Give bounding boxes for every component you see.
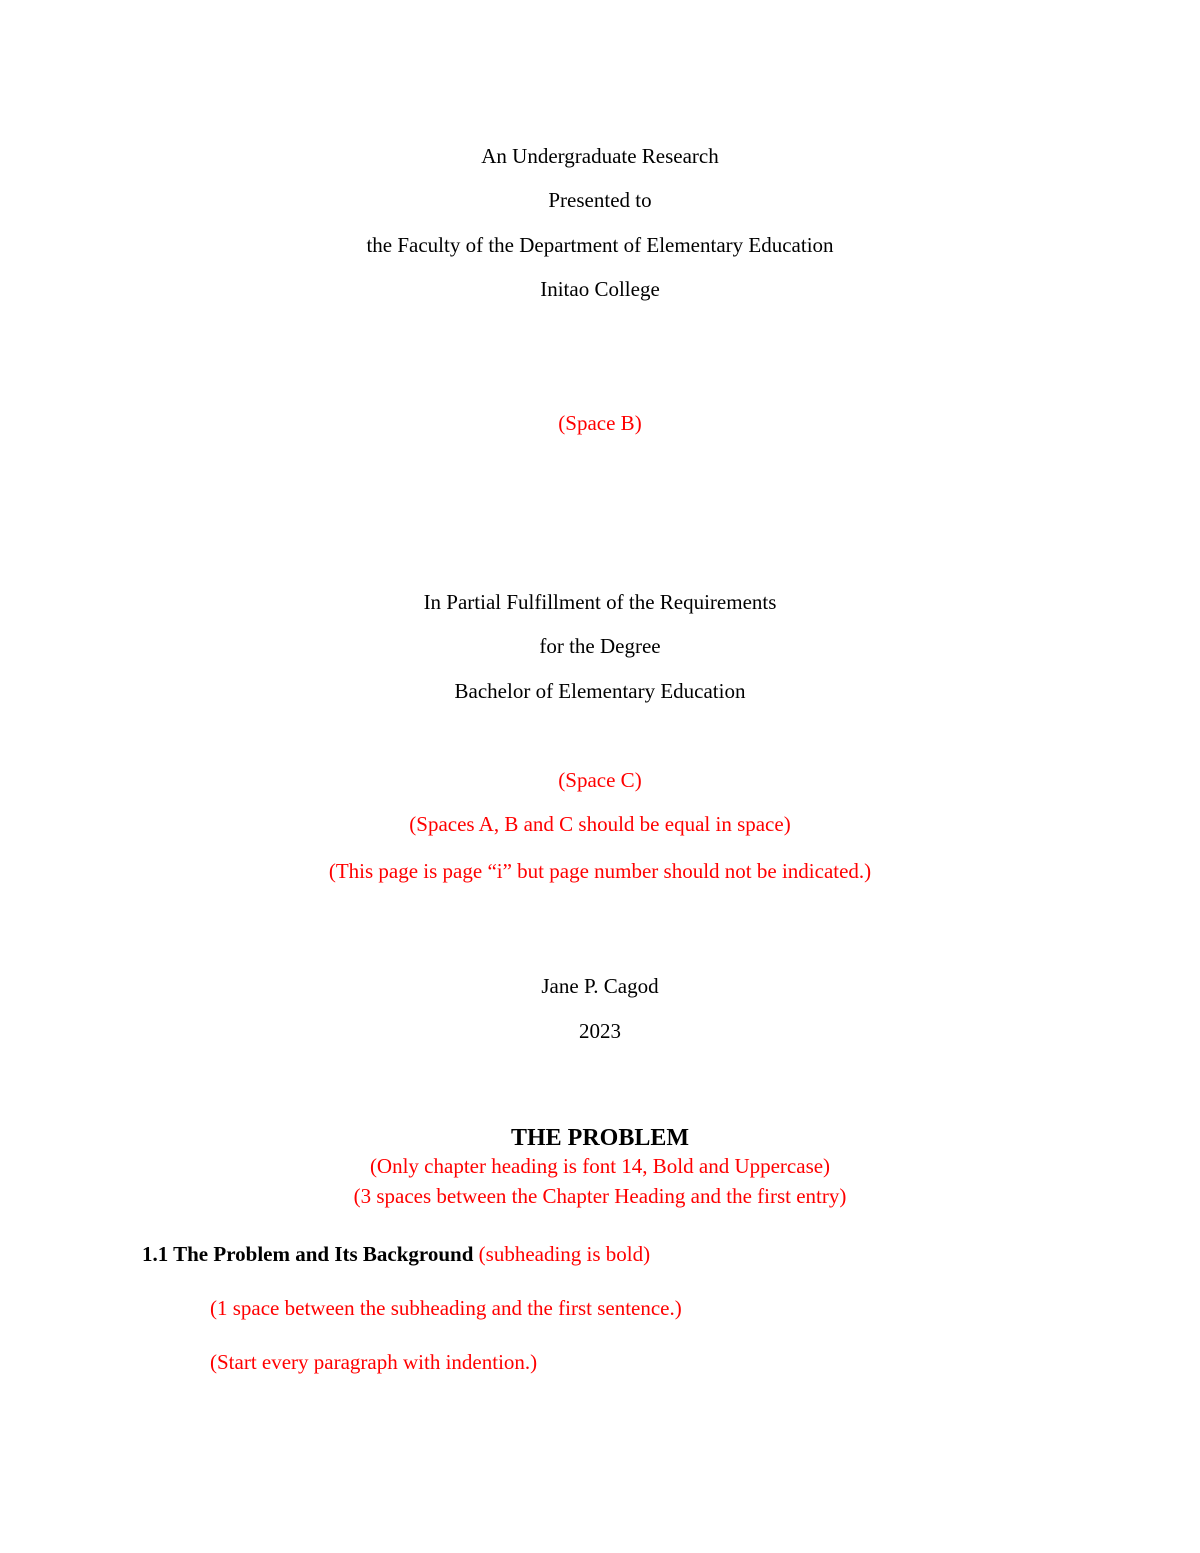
fulfillment-line-1: In Partial Fulfillment of the Requirements	[423, 590, 777, 614]
chapter-note-font: (Only chapter heading is font 14, Bold and Uppercase)	[369, 1154, 831, 1178]
title-line-4: Initao College	[540, 277, 660, 301]
chapter-heading: THE PROBLEM	[510, 1125, 690, 1151]
subheading-note: (subheading is bold)	[478, 1242, 651, 1266]
author-name: Jane P. Cagod	[541, 974, 659, 998]
subheading: 1.1 The Problem and Its Background	[142, 1242, 474, 1266]
chapter-note-spacing: (3 spaces between the Chapter Heading and the first entry)	[353, 1184, 847, 1208]
space-c-note: (Space C)	[558, 768, 642, 792]
fulfillment-line-2: for the Degree	[539, 634, 661, 658]
title-line-1: An Undergraduate Research	[481, 144, 719, 168]
subheading-spacing-note: (1 space between the subheading and the first sentence.)	[210, 1296, 682, 1320]
page-number-note: (This page is page “i” but page number should not be indicated.)	[328, 859, 872, 883]
subheading-line	[142, 1241, 650, 1267]
indention-note: (Start every paragraph with indention.)	[210, 1350, 538, 1374]
title-line-2: Presented to	[548, 188, 652, 212]
fulfillment-line-3: Bachelor of Elementary Education	[454, 679, 746, 703]
spaces-equal-note: (Spaces A, B and C should be equal in space)	[409, 812, 791, 836]
space-b-note: (Space B)	[558, 411, 642, 435]
title-line-3: the Faculty of the Department of Elementary Education	[366, 233, 834, 257]
year: 2023	[579, 1019, 621, 1043]
